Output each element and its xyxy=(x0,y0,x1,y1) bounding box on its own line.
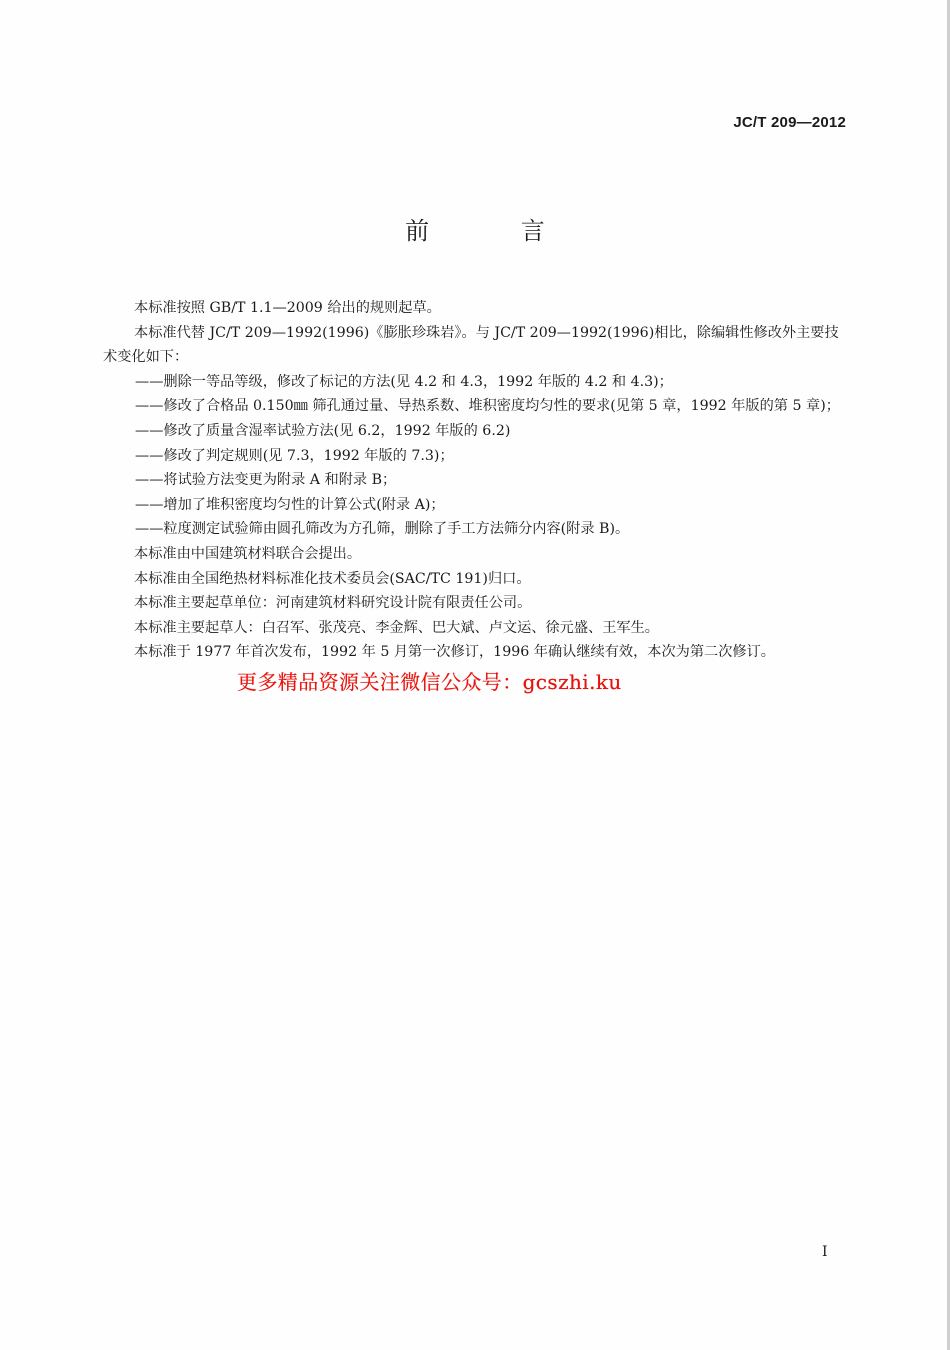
paragraph-replacement: 本标准代替 JC/T 209—1992(1996)《膨胀珍珠岩》。与 JC/T 209—1992(1996)相比，除编辑性修改外主要技术变化如下： xyxy=(103,324,839,366)
paragraph-drafters: 本标准主要起草人：白召军、张茂亮、李金辉、巴大斌、卢文运、徐元盛、王军生。 xyxy=(134,619,659,636)
document-code: JC/T 209—2012 xyxy=(733,114,846,131)
watermark-text: 更多精品资源关注微信公众号：gcszhi.ku xyxy=(237,670,622,694)
list-item-change: ——修改了质量含湿率试验方法(见 6.2，1992 年版的 6.2) xyxy=(135,422,511,439)
list-item-change: ——增加了堆积密度均匀性的计算公式(附录 A)； xyxy=(135,496,445,513)
page-title: 前 言 xyxy=(405,217,587,245)
paragraph-proposer: 本标准由中国建筑材料联合会提出。 xyxy=(134,545,362,562)
list-item-change: ——删除一等品等级，修改了标记的方法(见 4.2 和 4.3，1992 年版的 4.2 和 4.3)； xyxy=(135,373,673,390)
paragraph-committee: 本标准由全国绝热材料标准化技术委员会(SAC/TC 191)归口。 xyxy=(134,570,531,587)
foreword-body xyxy=(103,296,848,665)
list-item-change: ——粒度测定试验筛由圆孔筛改为方孔筛，删除了手工方法筛分内容(附录 B)。 xyxy=(135,521,630,538)
paragraph-drafting-rules: 本标准按照 GB/T 1.1—2009 给出的规则起草。 xyxy=(134,300,441,316)
page-number: I xyxy=(822,1244,828,1260)
list-item-change: ——将试验方法变更为附录 A 和附录 B； xyxy=(135,472,397,489)
paragraph-history: 本标准于 1977 年首次发布，1992 年 5 月第一次修订，1996 年确认继续有效，本次为第二次修订。 xyxy=(134,644,775,661)
list-item-change: ——修改了合格品 0.150㎜ 筛孔通过量、导热系数、堆积密度均匀性的要求(见第 5 章，1992 年版的第 5 章)； xyxy=(135,398,840,415)
paragraph-drafting-unit: 本标准主要起草单位：河南建筑材料研究设计院有限责任公司。 xyxy=(134,595,532,612)
list-item-change: ——修改了判定规则(见 7.3，1992 年版的 7.3)； xyxy=(135,447,454,464)
